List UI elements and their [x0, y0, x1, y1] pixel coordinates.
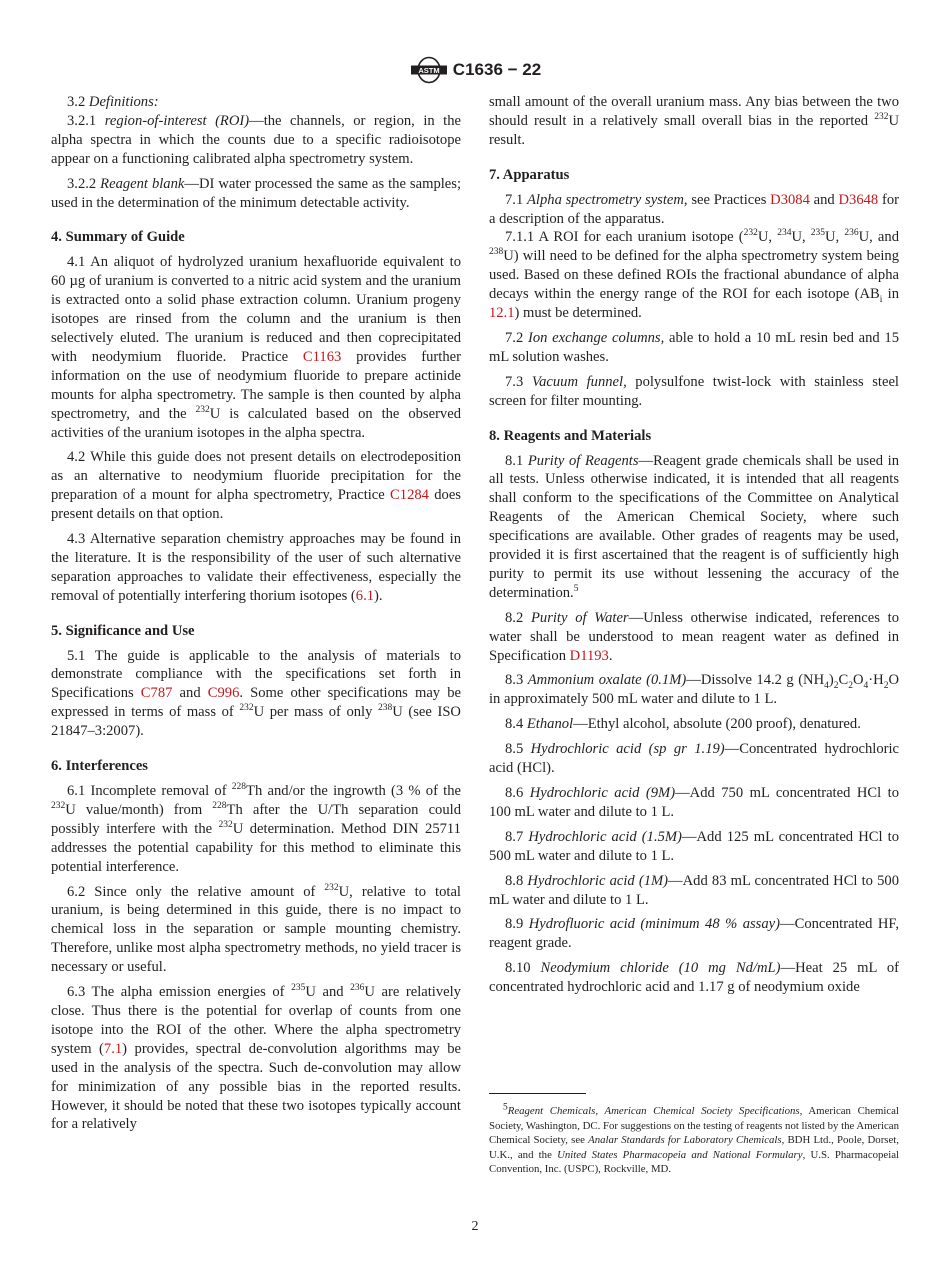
footnote-5: $^5$Reagent Chemicals, American Chemical Society Specifications, American Chemical Society, Washington, DC. For suggestions on the testing of reagents not listed by the American Chemical Society, see Analar Standards for Laboratory Chemicals, BDH Ltd., Poole, Dorset, U.K., and the United States Pharmacopeia and National Formulary, U.S. Pharmacopeial Convention, Inc. (USPC), Rockville, MD.	[489, 1102, 900, 1176]
paragraph-8-6: 8.6 Hydrochloric acid (9M)—Add 750 mL concentrated HCl to 100 mL water and dilute to 1 L.	[489, 785, 899, 820]
paragraph-5-1: 5.1 The guide is applicable to the analysis of materials to demonstrate compliance with the specifications set forth in Specifications C787 and C996. Some other specifications may be expressed in terms of mass of $^{232}$U per mass of only $^{238}$U (see ISO 21847–3:2007).	[51, 647, 461, 740]
paragraph-6-2: 6.2 Since only the relative amount of $^{232}$U, relative to total uranium, is being determined in this guide, there is no impact to chemical loss in the separation or sample mounting chemistry. Therefore, unlike most alpha spectrometry methods, no yield tracer is necessary or useful.	[51, 882, 461, 976]
left-column	[51, 93, 461, 1134]
heading-reagents-and-materials: 8. Reagents and Materials	[489, 427, 652, 444]
heading-significance-and-use: 5. Significance and Use	[51, 622, 195, 639]
footnote-divider	[489, 1093, 586, 1094]
paragraph-6-3-continued: small amount of the overall uranium mass. Any bias between the two should result in a relatively small overall bias in the reported $^{232}$U result.	[489, 94, 899, 148]
paragraph-8-10: 8.10 Neodymium chloride (10 mg Nd/mL)—Heat 25 mL of concentrated hydrochloric acid and 1.17 g of neodymium oxide	[489, 960, 900, 996]
heading-apparatus: 7. Apparatus	[489, 166, 570, 183]
link-6-1[interactable]: 6.1	[355, 587, 375, 604]
heading-interferences: 6. Interferences	[51, 758, 148, 775]
link-c996[interactable]: C996	[207, 685, 240, 702]
paragraph-8-7: 8.7 Hydrochloric acid (1.5M)—Add 125 mL concentrated HCl to 500 mL water and dilute to 1 L.	[489, 828, 899, 864]
paragraph-6-1: 6.1 Incomplete removal of $^{228}$Th and/or the ingrowth (3 % of the $^{232}$U value/month) from $^{228}$Th after the U/Th separation could possibly interfere with the $^{232}$U determination. Method DIN 25711 addresses the potential capability for this method to eliminate this potential interference.	[51, 782, 461, 875]
section-3-2-2: 3.2.2 Reagent blank—DI water processed the same as the samples; used in the determination of the minimum detectable activity.	[51, 175, 462, 211]
page-number: 2	[471, 1219, 479, 1234]
right-column	[489, 93, 899, 997]
link-c1163[interactable]: C1163	[302, 348, 342, 365]
astm-logo-icon	[409, 56, 449, 84]
paragraph-7-1: 7.1 Alpha spectrometry system, see Practices D3084 and D3648 for a description of the apparatus.	[489, 191, 899, 227]
paragraph-8-4: 8.4 Ethanol—Ethyl alcohol, absolute (200 proof), denatured.	[505, 716, 861, 733]
link-12-1[interactable]: 12.1	[489, 305, 515, 322]
paragraph-7-1-1: 7.1.1 A ROI for each uranium isotope ($^{232}$U, $^{234}$U, $^{235}$U, $^{236}$U, and $^{238}$U) will need to be defined for the alpha spectrometry system being used. Based on these defined ROIs the fractional abundance of alpha decays within the energy range of the ROI for each isotope ($AB_i$ in 12.1) must be determined.	[489, 228, 900, 322]
paragraph-7-2: 7.2 Ion exchange columns, able to hold a 10 mL resin bed and 15 mL solution washes.	[489, 329, 899, 365]
paragraph-6-3: 6.3 The alpha emission energies of $^{235}$U and $^{236}$U are relatively close. Thus there is the potential for overlap of counts from one isotope into the ROI of the other. Where the alpha spectrometry system (7.1) provides, spectral de-convolution algorithms may be used in the analysis of the spectra. Such de-convolution may allow for minimization of any possible bias in the reported results. However, it should be noted that these two isotopes typically account for a relatively	[51, 983, 461, 1133]
paragraph-8-8: 8.8 Hydrochloric acid (1M)—Add 83 mL concentrated HCl to 500 mL water and dilute to 1 L.	[489, 872, 899, 908]
page-header	[0, 56, 950, 84]
link-c787[interactable]: C787	[140, 685, 173, 702]
link-d3648[interactable]: D3648	[838, 191, 879, 208]
paragraph-8-5: 8.5 Hydrochloric acid (sp gr 1.19)—Concentrated hydrochloric acid (HCl).	[489, 741, 900, 777]
paragraph-7-3: 7.3 Vacuum funnel, polysulfone twist-lock with stainless steel screen for filter mounting.	[489, 373, 899, 409]
paragraph-4-1: 4.1 An aliquot of hydrolyzed uranium hexafluoride equivalent to 60 µg of uranium is converted to a nitric acid system and the uranium is extracted onto a solid phase extraction column. Uranium progeny isotopes are rinsed from the column and the uranium is then selectively eluted. The uranium is reduced and then coprecipitated with neodymium fluoride. Practice C1163 provides further information on the use of neodymium fluoride to prepare actinide mounts for alpha spectrometry. The sample is then counted by alpha spectrometry, and the $^{232}$U is calculated based on the observed activities of the uranium isotopes in the alpha spectra.	[51, 254, 462, 441]
section-3-2: 3.2 Definitions:	[67, 94, 159, 110]
section-3-2-1: 3.2.1 region-of-interest (ROI)—the channels, or region, in the alpha spectra in which the counts due to a specific radioisotope appear on a functioning calibrated alpha spectrometry system.	[51, 112, 462, 167]
link-d1193[interactable]: D1193	[569, 647, 609, 664]
paragraph-8-1: 8.1 Purity of Reagents—Reagent grade chemicals shall be used in all tests. Unless otherwise indicated, it is intended that all reagents shall conform to the specifications of the Committee on Analytical Reagents of the American Chemical Society, where such specifications are available. Other grades of reagents may be used, provided it is first ascertained that the reagent is of sufficiently high purity to permit its use without lessening the accuracy of the determination.$^5$	[489, 452, 899, 601]
document-id: C1636 − 22	[452, 59, 542, 79]
heading-summary-of-guide: 4. Summary of Guide	[51, 229, 185, 246]
paragraph-4-2: 4.2 While this guide does not present details on electrodeposition as an alternative to neodymium fluoride precipitation for the preparation of a mount for alpha spectrometry, Practice C1284 does present details on that option.	[51, 449, 461, 523]
paragraph-4-3: 4.3 Alternative separation chemistry approaches may be found in the literature. It is the responsibility of the user of such alternative separation approaches to validate their effectiveness, especially the removal of potentially interfering thorium isotopes (6.1).	[51, 531, 461, 604]
paragraph-8-9: 8.9 Hydrofluoric acid (minimum 48 % assay)—Concentrated HF, reagent grade.	[489, 916, 899, 952]
link-d3084[interactable]: D3084	[770, 191, 810, 208]
footnote-ref-5: 5	[573, 583, 579, 594]
paragraph-8-3: 8.3 Ammonium oxalate (0.1M)—Dissolve 14.2 g $(NH_4)_2C_2O_4\cdot H_2O$ in approximately 500 mL water and dilute to 1 L.	[489, 672, 899, 708]
svg-text:ASTM: ASTM	[418, 66, 440, 75]
paragraph-8-2: 8.2 Purity of Water—Unless otherwise indicated, references to water shall be understood to mean reagent water as defined in Specification D1193.	[489, 609, 900, 664]
link-7-1[interactable]: 7.1	[103, 1040, 123, 1057]
link-c1284[interactable]: C1284	[390, 487, 429, 504]
